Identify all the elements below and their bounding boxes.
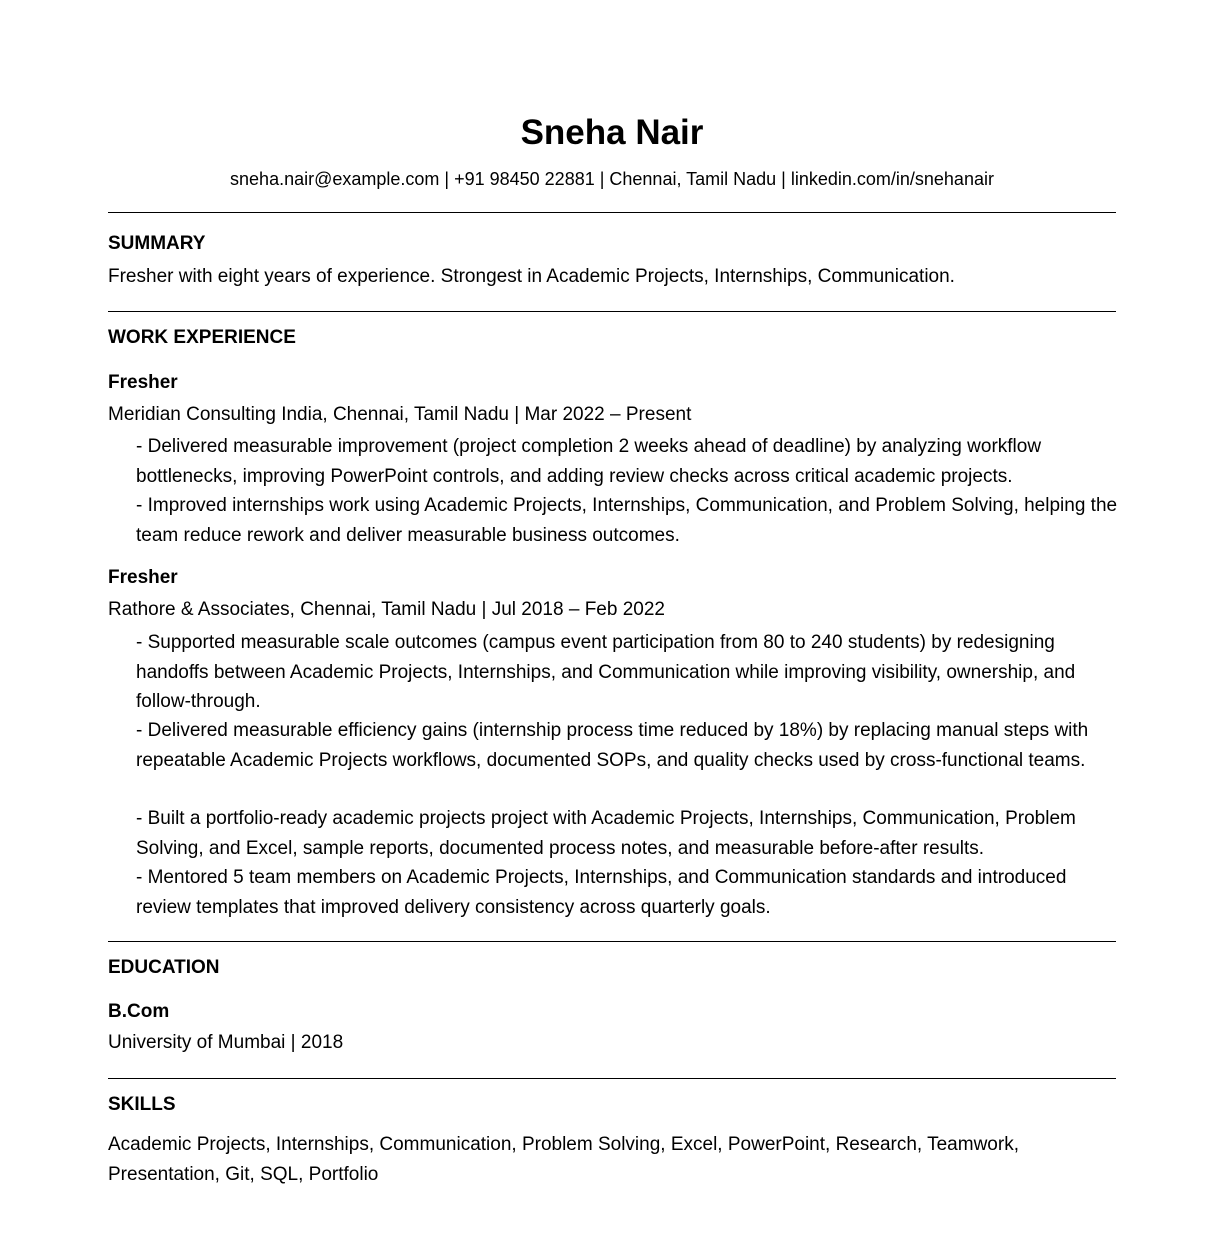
- skills-text: Academic Projects, Internships, Communication, Problem Solving, Excel, PowerPoint, Research, Teamwork, Presentation, Git, SQL, Portfolio: [108, 1134, 1019, 1185]
- candidate-name: Sneha Nair: [520, 113, 704, 152]
- divider: [108, 941, 1116, 942]
- divider: [108, 1078, 1116, 1079]
- job-meta: Rathore & Associates, Chennai, Tamil Nadu | Jul 2018 – Feb 2022: [108, 599, 665, 620]
- job-role: Fresher: [108, 372, 178, 393]
- job-bullet: - Supported measurable scale outcomes (campus event participation from 80 to 240 students) by redesigning handoffs between Academic Projects, Internships, and Communication while improving visibility, ownership, and follow-through.: [136, 632, 1076, 712]
- job-bullet: - Mentored 5 team members on Academic Projects, Internships, and Communication standards and introduced review templates that improved delivery consistency across quarterly goals.: [136, 867, 1067, 918]
- job-role: Fresher: [108, 567, 178, 588]
- summary-heading: SUMMARY: [108, 233, 206, 254]
- job-bullet: - Delivered measurable efficiency gains (internship process time reduced by 18%) by replacing manual steps with repeatable Academic Projects workflows, documented SOPs, and quality checks used by cross-functional teams.: [136, 720, 1089, 771]
- experience-heading: WORK EXPERIENCE: [108, 327, 296, 348]
- education-heading: EDUCATION: [108, 957, 220, 978]
- job-bullet: - Built a portfolio-ready academic projects project with Academic Projects, Internships, Communication, Problem Solving, and Excel, sample reports, documented process notes, and measurable before-after results.: [136, 808, 1076, 859]
- divider: [108, 311, 1116, 312]
- contact-line: sneha.nair@example.com | +91 98450 22881 | Chennai, Tamil Nadu | linkedin.com/in/snehanair: [230, 169, 994, 189]
- job-meta: Meridian Consulting India, Chennai, Tamil Nadu | Mar 2022 – Present: [108, 404, 692, 425]
- job-bullet: - Delivered measurable improvement (project completion 2 weeks ahead of deadline) by analyzing workflow bottlenecks, improving PowerPoint controls, and adding review checks across critical academic projects.: [136, 436, 1042, 487]
- skills-heading: SKILLS: [108, 1094, 176, 1115]
- summary-text: Fresher with eight years of experience. Strongest in Academic Projects, Internships, Communication.: [108, 266, 955, 287]
- divider: [108, 212, 1116, 213]
- job-bullet: - Improved internships work using Academic Projects, Internships, Communication, and Problem Solving, helping the team reduce rework and deliver measurable business outcomes.: [136, 495, 1118, 546]
- education-meta: University of Mumbai | 2018: [108, 1032, 344, 1053]
- education-degree: B.Com: [108, 1001, 170, 1022]
